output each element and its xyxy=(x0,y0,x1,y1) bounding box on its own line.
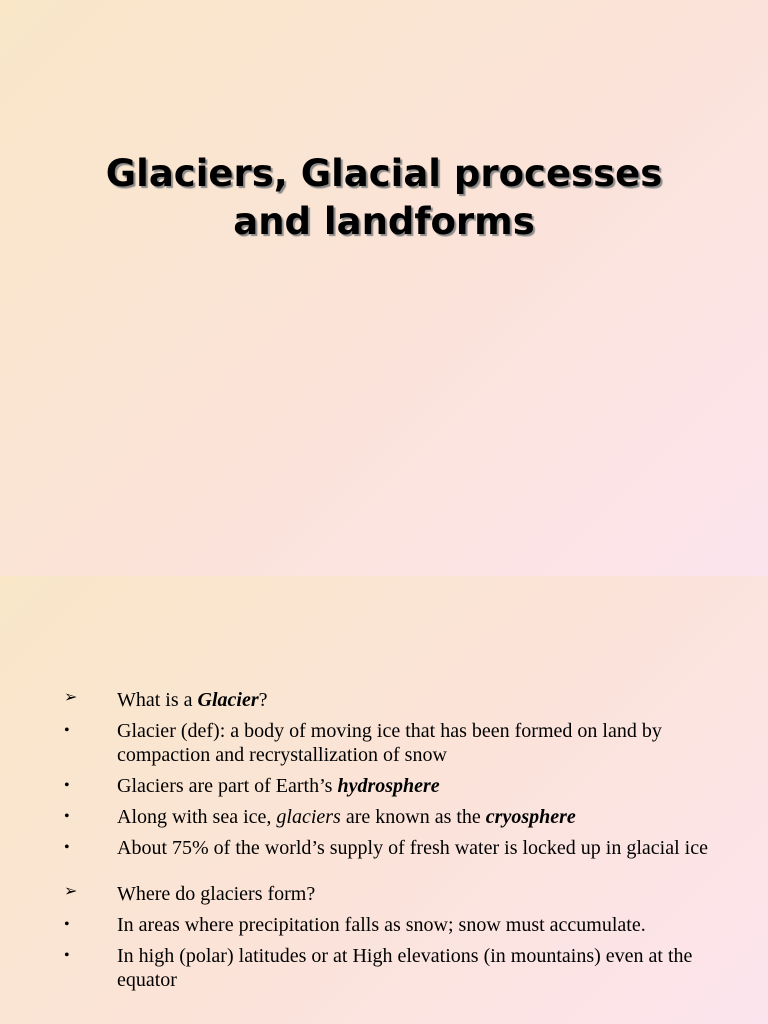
title-line-1: Glaciers, Glacial processes xyxy=(105,152,663,195)
definition-text: Glacier (def): a body of moving ice that has been formed on land by compaction and recrystallization of snow xyxy=(117,720,662,766)
arrow-bullet-icon: ➢ xyxy=(64,881,78,900)
precipitation-text: In areas where precipitation falls as snow; snow must accumulate. xyxy=(117,914,646,936)
question-text-pre: What is a xyxy=(117,689,198,711)
glaciers-emphasis: glaciers xyxy=(276,806,341,828)
arrow-bullet-icon: ➢ xyxy=(64,687,78,706)
question-text-post: ? xyxy=(258,689,268,711)
question-item xyxy=(0,882,768,906)
hydrosphere-emphasis: hydrosphere xyxy=(337,775,440,797)
question-emphasis: Glacier xyxy=(197,689,259,711)
list-item xyxy=(0,913,768,937)
list-item xyxy=(0,805,768,829)
bullet-group-where-form xyxy=(0,882,768,992)
fresh-water-text: About 75% of the world’s supply of fresh water is locked up in glacial ice xyxy=(117,837,708,859)
list-item xyxy=(0,774,768,798)
list-item xyxy=(0,719,768,767)
content-slide xyxy=(0,576,768,1024)
bullet-icon: • xyxy=(64,808,70,825)
bullet-icon: • xyxy=(64,777,70,794)
bullet-icon: • xyxy=(64,947,70,964)
cryosphere-text-mid: are known as the xyxy=(340,806,486,828)
hydrosphere-text: Glaciers are part of Earth’s xyxy=(117,775,338,797)
bullet-icon: • xyxy=(64,916,70,933)
slide-title xyxy=(0,150,768,246)
cryosphere-emphasis: cryosphere xyxy=(485,806,576,828)
latitudes-text: In high (polar) latitudes or at High elevations (in mountains) even at the equator xyxy=(117,945,693,991)
cryosphere-text-pre: Along with sea ice, xyxy=(117,806,277,828)
bullet-icon: • xyxy=(64,722,70,739)
title-line-2: and landforms xyxy=(233,200,535,243)
bullet-icon: • xyxy=(64,839,70,856)
list-item xyxy=(0,836,768,860)
question-text: Where do glaciers form? xyxy=(117,883,316,905)
question-item xyxy=(0,688,768,712)
bullet-group-what-is xyxy=(0,688,768,860)
list-item xyxy=(0,944,768,992)
slide-body xyxy=(0,688,768,1014)
